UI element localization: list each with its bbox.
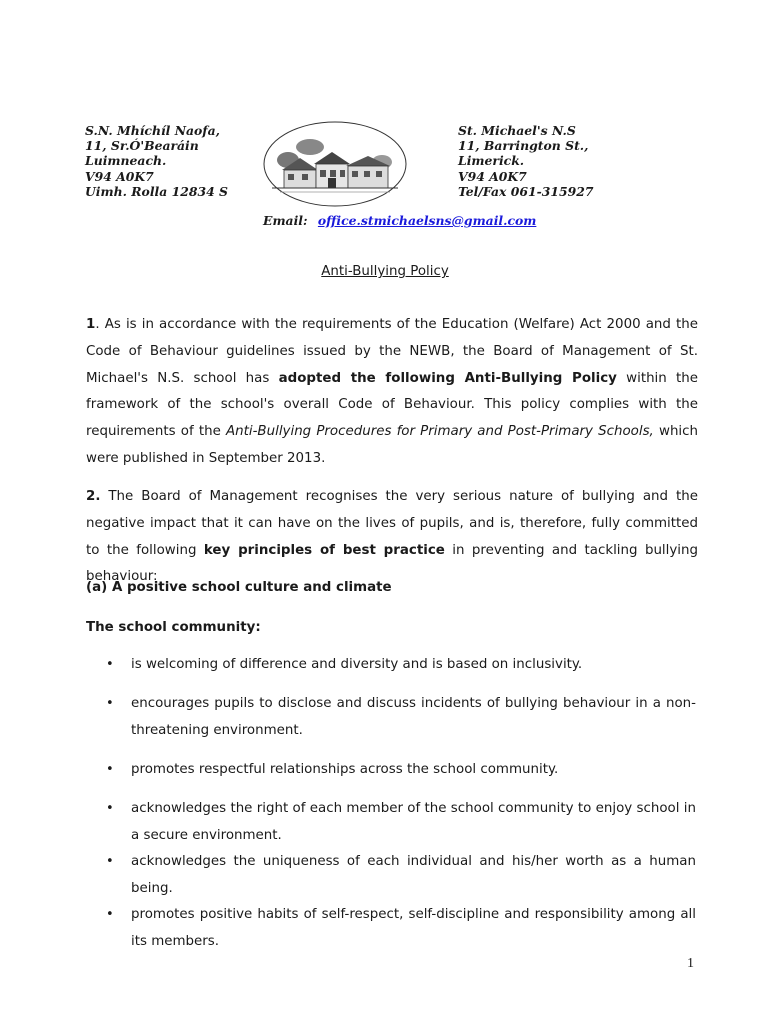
list-item-text: acknowledges the right of each member of the school community to enjoy school in a secure environment. [131,801,696,843]
address-line: V94 A0K7 [458,168,527,184]
address-line: Tel/Fax 061-315927 [458,183,594,199]
list-item [86,849,698,903]
address-line: V94 A0K7 [85,168,154,184]
list-item-text: encourages pupils to disclose and discuss incidents of bullying behaviour in a non-threatening environment. [131,696,696,738]
list-item [86,902,698,956]
english-school-address [458,123,594,199]
subheading-school-community: The school community: [86,620,261,635]
address-line: Uimh. Rolla 12834 S [85,183,228,199]
list-item-text: promotes positive habits of self-respect, self-discipline and responsibility among all its members. [131,907,696,949]
list-item [86,757,698,784]
list-item-text: promotes respectful relationships across the school community. [131,762,559,777]
bullet-icon: • [106,907,114,922]
email-link[interactable]: office.stmichaelsns@gmail.com [317,213,537,228]
address-line: S.N. Mhíchíl Naofa, [85,123,220,138]
list-item-text: is welcoming of difference and diversity and is based on inclusivity. [131,657,583,672]
paragraph-text: The Board of Management recognises the very serious nature of bullying and the negative impact that it can have on the lives of pupils, and is, therefore, fully committed to the following [86,489,698,558]
list-item [86,796,698,850]
list-item-text: acknowledges the uniqueness of each individual and his/her worth as a human being. [131,854,696,896]
emphasis-text: key principles of best practice [203,542,445,558]
paragraph-text: within the framework of the school's overall Code of Behaviour. This policy complies with the requirements of the [86,370,698,440]
bullet-icon: • [106,801,114,816]
section-2-paragraph [86,484,698,591]
emphasis-text: adopted the following Anti-Bullying Policy [278,370,617,386]
list-item [86,691,698,745]
document-title: Anti-Bullying Policy [321,264,449,279]
address-line: Luimneach. [85,153,167,169]
section-number: 2. [86,489,101,504]
address-line: St. Michael's N.S [458,123,576,138]
list-item [86,652,698,679]
section-1-paragraph [86,312,698,473]
bullet-icon: • [106,657,114,672]
address-line: Limerick. [458,153,525,169]
address-line: 11, Sr.Ó'Bearáin [85,138,199,154]
paragraph-text: . As is in accordance with the requirements of the Education (Welfare) Act 2000 and the Code of Behaviour guidelines issued by the NEWB, the Board of Management of St. Michael's N.S. school has [86,317,698,386]
subheading-positive-culture: (a) A positive school culture and climate [86,580,392,595]
bullet-icon: • [106,854,114,869]
school-building-logo [262,120,408,208]
email-line [263,213,536,228]
bullet-icon: • [106,696,114,711]
section-number: 1 [86,317,96,332]
publication-title: Anti-Bullying Procedures for Primary and Post-Primary Schools, [225,424,654,440]
paragraph-text: which were published in September 2013. [86,424,698,466]
bullet-icon: • [106,762,114,777]
paragraph-text: in preventing and tackling bullying behaviour: [86,542,698,585]
email-label: Email: [263,213,308,228]
address-line: 11, Barrington St., [458,138,589,154]
irish-school-address [85,123,228,199]
page-number: 1 [687,956,694,971]
